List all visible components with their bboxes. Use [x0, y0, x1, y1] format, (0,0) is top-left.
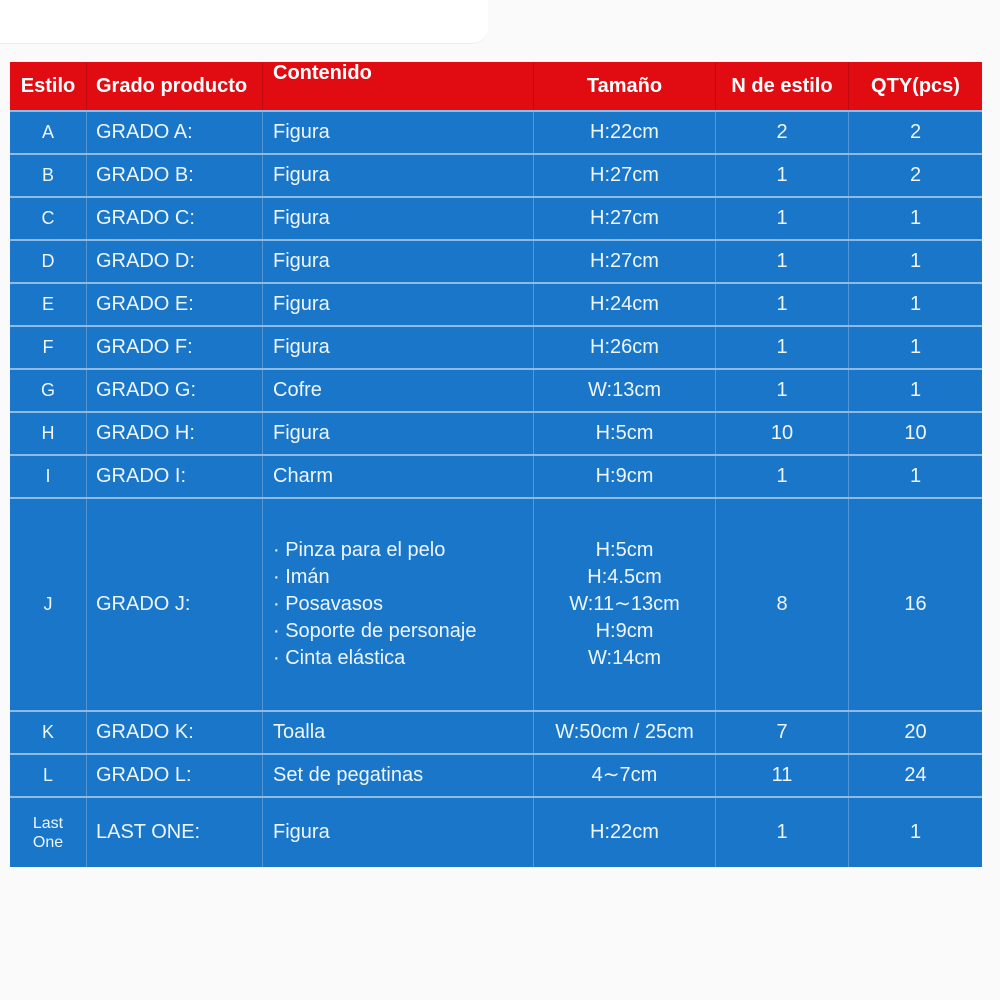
cell-line: F [42, 337, 54, 357]
cell-grado: GRADO L: [86, 755, 262, 796]
cell-tamano [533, 112, 715, 153]
cell-contenido [262, 198, 533, 239]
header-cell-tamano: Tamaño [533, 62, 715, 110]
cell-contenido [262, 755, 533, 796]
cell-grado: GRADO B: [86, 155, 262, 196]
cell-tamano [533, 327, 715, 368]
cell-estilo [10, 241, 86, 282]
cell-estilo [10, 155, 86, 196]
cell-tamano [533, 198, 715, 239]
table-row [10, 325, 982, 368]
cell-line: H:27cm [590, 207, 659, 229]
cell-line: H:27cm [590, 250, 659, 272]
cell-qty: 16 [848, 499, 982, 710]
cell-estilo [10, 112, 86, 153]
cell-qty: 20 [848, 712, 982, 753]
cell-contenido [262, 413, 533, 454]
cell-line: G [40, 380, 55, 400]
cell-qty: 1 [848, 284, 982, 325]
cell-contenido [262, 284, 533, 325]
table-row [10, 710, 982, 753]
cell-n-estilo: 1 [715, 327, 848, 368]
cell-estilo [10, 198, 86, 239]
cell-line: W:11∼13cm [569, 593, 680, 615]
cell-n-estilo: 8 [715, 499, 848, 710]
cell-tamano [533, 370, 715, 411]
cell-grado: GRADO D: [86, 241, 262, 282]
table-body [10, 110, 982, 867]
cell-line: Figura [273, 821, 330, 843]
cell-qty: 2 [848, 112, 982, 153]
cell-line: H:9cm [595, 620, 654, 642]
cell-contenido [262, 499, 533, 710]
cell-qty: 1 [848, 456, 982, 497]
table-row [10, 497, 982, 710]
cell-contenido [262, 112, 533, 153]
cell-line: H:4.5cm [587, 566, 662, 588]
table-row [10, 239, 982, 282]
cell-n-estilo: 7 [715, 712, 848, 753]
header-cell-grado: Grado producto [86, 62, 262, 110]
cell-estilo [10, 712, 86, 753]
header-cell-n-de-estilo: N de estilo [715, 62, 848, 110]
cell-qty: 2 [848, 155, 982, 196]
header-cell-qty: QTY(pcs) [848, 62, 982, 110]
prize-grade-table [10, 62, 982, 867]
cell-line: H:26cm [590, 336, 659, 358]
cell-n-estilo: 1 [715, 241, 848, 282]
table-header-row [10, 62, 982, 110]
cell-line: K [41, 722, 54, 742]
cell-grado: GRADO A: [86, 112, 262, 153]
cell-tamano [533, 413, 715, 454]
cell-estilo [10, 755, 86, 796]
cell-line: H:22cm [590, 821, 659, 843]
cell-line: Toalla [273, 721, 326, 743]
cell-line: Figura [273, 207, 330, 229]
cell-line: H:5cm [595, 539, 654, 561]
cell-n-estilo: 10 [715, 413, 848, 454]
cell-line: H:27cm [590, 164, 659, 186]
cell-line: Cofre [273, 379, 322, 401]
cell-tamano [533, 712, 715, 753]
cell-tamano [533, 798, 715, 867]
cell-line: · Soporte de personaje [273, 620, 477, 642]
cell-line: B [41, 165, 54, 185]
cell-contenido [262, 155, 533, 196]
cell-line: H [41, 423, 55, 443]
cell-n-estilo: 11 [715, 755, 848, 796]
cell-line: · Imán [273, 566, 330, 588]
cell-line: Figura [273, 293, 330, 315]
cell-line: I [45, 466, 51, 486]
cell-line: Figura [273, 336, 330, 358]
top-white-box [0, 0, 488, 44]
cell-estilo [10, 499, 86, 710]
cell-tamano [533, 155, 715, 196]
cell-line: W:14cm [588, 647, 661, 669]
cell-line: Charm [273, 465, 334, 487]
cell-contenido [262, 712, 533, 753]
cell-line: Figura [273, 121, 330, 143]
table-row [10, 153, 982, 196]
cell-contenido [262, 370, 533, 411]
cell-line: · Pinza para el pelo [273, 539, 446, 561]
cell-n-estilo: 1 [715, 456, 848, 497]
cell-estilo [10, 327, 86, 368]
cell-estilo [10, 370, 86, 411]
cell-tamano [533, 241, 715, 282]
cell-n-estilo: 1 [715, 798, 848, 867]
cell-line: · Cinta elástica [273, 647, 406, 669]
cell-contenido [262, 327, 533, 368]
cell-qty: 1 [848, 327, 982, 368]
cell-line: H:22cm [590, 121, 659, 143]
cell-line: H:24cm [590, 293, 659, 315]
cell-tamano [533, 284, 715, 325]
cell-n-estilo: 1 [715, 284, 848, 325]
cell-grado: GRADO H: [86, 413, 262, 454]
cell-tamano [533, 456, 715, 497]
cell-line: D [41, 251, 55, 271]
cell-line: E [41, 294, 54, 314]
cell-estilo [10, 413, 86, 454]
cell-grado: GRADO C: [86, 198, 262, 239]
cell-line: Figura [273, 422, 330, 444]
cell-qty: 1 [848, 241, 982, 282]
table-row [10, 411, 982, 454]
cell-line: H:5cm [595, 422, 654, 444]
table-row [10, 796, 982, 867]
cell-n-estilo: 1 [715, 198, 848, 239]
cell-line: Figura [273, 164, 330, 186]
table-row [10, 368, 982, 411]
table-row [10, 110, 982, 153]
cell-line: One [32, 833, 64, 851]
cell-qty: 10 [848, 413, 982, 454]
cell-line: Last [32, 814, 64, 832]
cell-estilo [10, 798, 86, 867]
cell-grado: GRADO K: [86, 712, 262, 753]
cell-qty: 1 [848, 370, 982, 411]
cell-grado: LAST ONE: [86, 798, 262, 867]
table-row [10, 282, 982, 325]
cell-estilo [10, 284, 86, 325]
header-cell-contenido: Contenido [262, 62, 533, 110]
cell-grado: GRADO G: [86, 370, 262, 411]
cell-contenido [262, 456, 533, 497]
cell-line: · Posavasos [273, 593, 384, 615]
cell-qty: 1 [848, 198, 982, 239]
cell-qty: 24 [848, 755, 982, 796]
cell-contenido [262, 798, 533, 867]
cell-n-estilo: 1 [715, 155, 848, 196]
cell-estilo [10, 456, 86, 497]
cell-contenido [262, 241, 533, 282]
cell-line: J [43, 594, 53, 614]
table-row [10, 454, 982, 497]
cell-line: H:9cm [595, 465, 654, 487]
cell-line: 4∼7cm [591, 764, 658, 786]
cell-n-estilo: 2 [715, 112, 848, 153]
table-row [10, 196, 982, 239]
cell-line: C [41, 208, 55, 228]
cell-qty: 1 [848, 798, 982, 867]
cell-line: L [42, 765, 53, 785]
cell-grado: GRADO I: [86, 456, 262, 497]
cell-grado: GRADO J: [86, 499, 262, 710]
cell-line: W:13cm [588, 379, 661, 401]
cell-n-estilo: 1 [715, 370, 848, 411]
header-cell-estilo: Estilo [20, 74, 76, 97]
table-row [10, 753, 982, 796]
cell-tamano [533, 499, 715, 710]
cell-line: Set de pegatinas [273, 764, 424, 786]
cell-tamano [533, 755, 715, 796]
cell-line: W:50cm / 25cm [555, 721, 694, 743]
cell-line: Figura [273, 250, 330, 272]
cell-grado: GRADO F: [86, 327, 262, 368]
cell-line: A [41, 122, 54, 142]
cell-grado: GRADO E: [86, 284, 262, 325]
